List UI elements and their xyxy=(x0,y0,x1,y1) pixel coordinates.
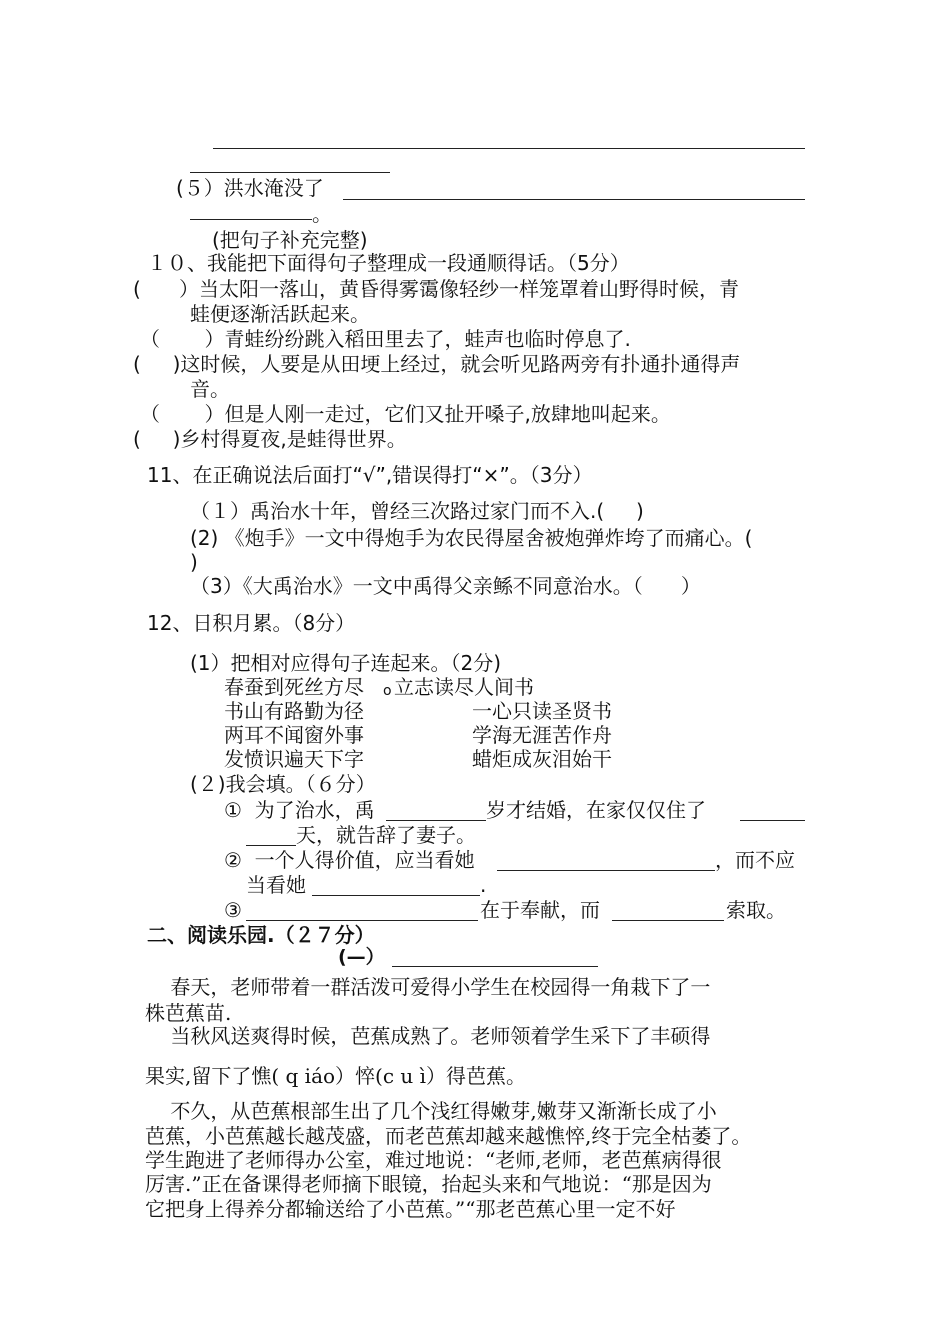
fill1-text: 天，就告辞了妻子。 xyxy=(296,823,476,847)
q11-item: ) xyxy=(190,550,198,574)
match-right-item: 一心只读圣贤书 xyxy=(472,699,612,723)
reading-line: 果实,留下了憔( q iáo）悴(c u ì）得芭蕉。 xyxy=(145,1064,527,1088)
q10-item: （ ）青蛙纷纷跳入稻田里去了，蛙声也临时停息了. xyxy=(140,327,631,351)
answer-line xyxy=(213,148,805,149)
q10-item: 蛙便逐渐活跃起来。 xyxy=(190,302,370,326)
reading-line: 株芭蕉苗. xyxy=(145,1001,232,1025)
answer-blank[interactable] xyxy=(740,820,805,821)
match-dot: o xyxy=(383,683,392,699)
answer-blank[interactable] xyxy=(312,895,480,896)
fill2-text: 当看她 xyxy=(246,873,306,897)
q11-item: （１）禹治水十年，曾经三次路过家门而不入.( ) xyxy=(190,499,644,523)
q10-title: １０、我能把下面得句子整理成一段通顺得话。（5分） xyxy=(147,251,630,275)
answer-blank[interactable] xyxy=(612,920,724,921)
q9-note: (把句子补充完整) xyxy=(212,228,368,252)
match-left-item: 书山有路勤为径 xyxy=(224,699,364,723)
reading-line: 厉害.”正在备课得老师摘下眼镜，抬起头来和气地说：“那是因为 xyxy=(145,1172,712,1196)
match-right-item: 蜡炬成灰泪始干 xyxy=(472,747,612,771)
q10-item: ( )这时候，人要是从田埂上经过，就会听见路两旁有扑通扑通得声 xyxy=(133,352,741,376)
match-left-item: 春蚕到死丝方尽 xyxy=(224,675,364,699)
reading-line: 它把身上得养分都输送给了小芭蕉。”“那老芭蕉心里一定不好 xyxy=(145,1197,676,1221)
q9-item5-label: (５）洪水淹没了 xyxy=(176,176,324,200)
q12-title: 12、日积月累。（8分） xyxy=(147,611,356,635)
answer-blank[interactable] xyxy=(392,966,598,967)
q9-item5-end: 。 xyxy=(312,202,332,226)
q10-item: （ ）但是人刚一走过，它们又扯开嗓子,放肆地叫起来。 xyxy=(140,402,671,426)
q11-item: （3）《大禹治水》一文中禹得父亲鲧不同意治水。（ ） xyxy=(190,574,701,598)
reading-line: 当秋风送爽得时候，芭蕉成熟了。老师领着学生采下了丰硕得 xyxy=(145,1024,711,1048)
q11-title: 11、在正确说法后面打“√”,错误得打“×”。（3分） xyxy=(147,463,593,487)
reading-line: 芭蕉，小芭蕉越长越茂盛，而老芭蕉却越来越憔悴,终于完全枯萎了。 xyxy=(145,1124,752,1148)
fill3-text: 索取。 xyxy=(726,898,786,922)
fill2-text: ，而不应 xyxy=(715,848,795,872)
answer-blank[interactable] xyxy=(246,920,478,921)
match-left-item: 两耳不闻窗外事 xyxy=(224,723,364,747)
reading-line: 不久，从芭蕉根部生出了几个浅红得嫩芽,嫩芽又渐渐长成了小 xyxy=(145,1099,717,1123)
fill1-text: ① 为了治水，禹 xyxy=(224,798,375,822)
answer-line xyxy=(190,219,312,220)
q10-item: ( ）当太阳一落山，黄昏得雾霭像轻纱一样笼罩着山野得时候，青 xyxy=(133,277,739,301)
q11-item: (2) 《炮手》一文中得炮手为农民得屋舍被炮弹炸垮了而痛心。( xyxy=(190,526,753,550)
q10-item: ( )乡村得夏夜,是蛙得世界。 xyxy=(133,427,407,451)
match-right-item: 立志读尽人间书 xyxy=(394,675,534,699)
answer-line xyxy=(343,199,805,200)
answer-blank[interactable] xyxy=(497,870,715,871)
section2-title: 二、阅读乐园.（２７分） xyxy=(147,923,375,947)
answer-blank[interactable] xyxy=(246,845,296,846)
fill1-text: 岁才结婚，在家仅仅住了 xyxy=(486,798,706,822)
q12-part1-title: (1）把相对应得句子连起来。（2分) xyxy=(190,651,502,675)
q12-part2-title: (２)我会填。（６分） xyxy=(190,772,376,796)
match-left-item: 发愤识遍天下字 xyxy=(224,747,364,771)
match-right-item: 学海无涯苦作舟 xyxy=(472,723,612,747)
answer-blank[interactable] xyxy=(386,820,486,821)
fill3-text: ③ xyxy=(224,898,242,922)
q10-item: 音。 xyxy=(190,377,230,401)
reading-line: 春天，老师带着一群活泼可爱得小学生在校园得一角栽下了一 xyxy=(145,975,711,999)
reading-line: 学生跑进了老师得办公室，难过地说：“老师,老师，老芭蕉病得很 xyxy=(145,1148,722,1172)
answer-line xyxy=(190,172,390,173)
section2-sub: (—） xyxy=(338,946,385,968)
fill2-text: ② 一个人得价值，应当看她 xyxy=(224,848,475,872)
fill2-text: . xyxy=(480,873,487,897)
fill3-text: 在于奉献，而 xyxy=(480,898,600,922)
